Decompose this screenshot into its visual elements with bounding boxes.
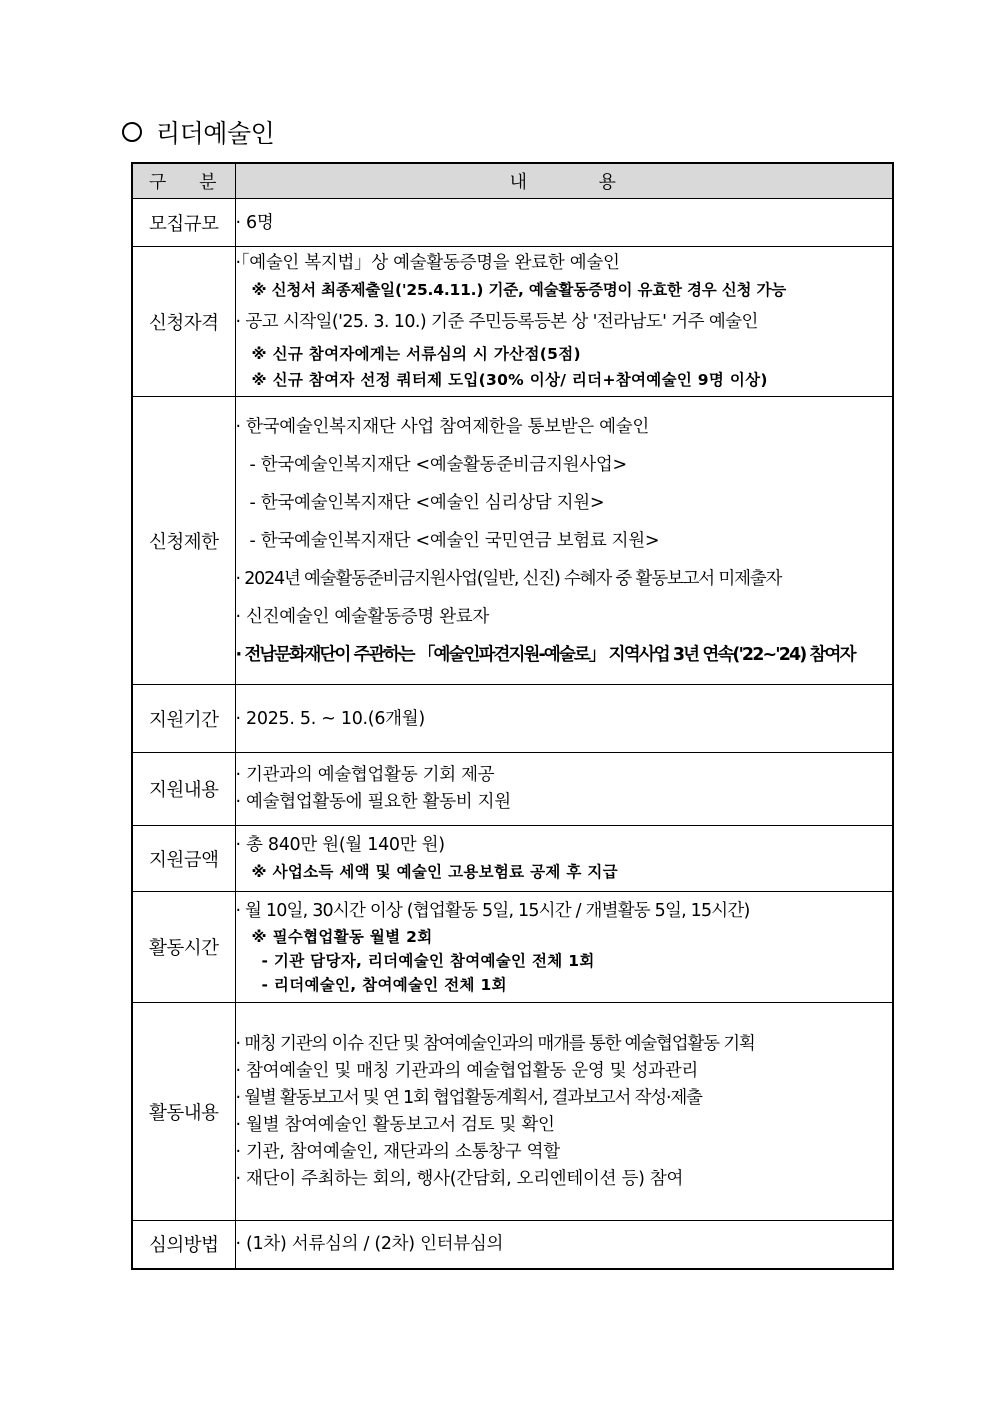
content-line: - 한국예술인복지재단 <예술인 심리상담 지원>	[249, 492, 605, 513]
header-category: 구 분	[132, 163, 235, 199]
content-line: · 예술협업활동에 필요한 활동비 지원	[235, 792, 511, 812]
table-row	[132, 892, 893, 1003]
table-row	[132, 685, 893, 753]
row-label: 지원기간	[132, 685, 235, 753]
note-line: ※ 신청서 최종제출일('25.4.11.) 기준, 예술활동증명이 유효한 경우 신청 가능	[251, 281, 787, 299]
row-label: 활동시간	[132, 892, 235, 1003]
note-line: ※ 신규 참여자에게는 서류심의 시 가산점(5점)	[251, 345, 581, 363]
row-content	[235, 753, 893, 826]
content-line: · 전남문화재단이 주관하는 「예술인파견지원-예술로」 지역사업 3년 연속('22~'24) 참여자	[235, 644, 855, 665]
row-label: 지원금액	[132, 826, 235, 892]
content-line: · 참여예술인 및 매칭 기관과의 예술협업활동 운영 및 성과관리	[235, 1060, 698, 1081]
content-line: ·「예술인 복지법」상 예술활동증명을 완료한 예술인	[235, 253, 620, 273]
row-content	[235, 1003, 893, 1221]
content-line: · 기관과의 예술협업활동 기회 제공	[235, 765, 495, 785]
row-content	[235, 199, 893, 247]
row-content	[235, 247, 893, 397]
content-line: · 2025. 5. ~ 10.(6개월)	[235, 708, 425, 729]
content-line: · 매칭 기관의 이슈 진단 및 참여예술인과의 매개를 통한 예술협업활동 기획	[235, 1033, 755, 1054]
note-line: ※ 사업소득 세액 및 예술인 고용보험료 공제 후 지급	[251, 863, 618, 881]
table-row	[132, 199, 893, 247]
row-label: 활동내용	[132, 1003, 235, 1221]
content-line: · 총 840만 원(월 140만 원)	[235, 835, 445, 855]
content-line: · 기관, 참여예술인, 재단과의 소통창구 역할	[235, 1141, 560, 1162]
row-label: 신청자격	[132, 247, 235, 397]
table-row	[132, 1221, 893, 1269]
content-line: - 한국예술인복지재단 <예술활동준비금지원사업>	[249, 454, 627, 475]
content-line: · 월별 활동보고서 및 연 1회 협업활동계획서, 결과보고서 작성·제출	[235, 1087, 702, 1108]
content-line: · (1차) 서류심의 / (2차) 인터뷰심의	[235, 1234, 504, 1255]
row-content	[235, 826, 893, 892]
table-row	[132, 247, 893, 397]
content-line: · 월 10일, 30시간 이상 (협업활동 5일, 15시간 / 개별활동 5일, 15시간)	[235, 900, 750, 921]
content-line: - 한국예술인복지재단 <예술인 국민연금 보험료 지원>	[249, 530, 660, 551]
info-table	[131, 162, 894, 1270]
row-content	[235, 1221, 893, 1269]
row-label: 신청제한	[132, 397, 235, 685]
note-line: - 기관 담당자, 리더예술인 참여예술인 전체 1회	[261, 951, 595, 970]
table-header-row	[132, 163, 893, 199]
row-content	[235, 892, 893, 1003]
row-label: 모집규모	[132, 199, 235, 247]
content-line: · 공고 시작일('25. 3. 10.) 기준 주민등록등본 상 '전라남도' 거주 예술인	[235, 312, 758, 332]
note-line: - 리더예술인, 참여예술인 전체 1회	[261, 975, 507, 994]
content-line: · 한국예술인복지재단 사업 참여제한을 통보받은 예술인	[235, 416, 649, 437]
row-content	[235, 397, 893, 685]
section-title-text: 리더예술인	[156, 119, 275, 148]
content-line: · 6명	[235, 212, 274, 233]
content-line: · 재단이 주최하는 회의, 행사(간담회, 오리엔테이션 등) 참여	[235, 1168, 684, 1189]
table-row	[132, 826, 893, 892]
table-row	[132, 397, 893, 685]
content-line: · 월별 참여예술인 활동보고서 검토 및 확인	[235, 1114, 555, 1135]
header-content: 내 용	[235, 163, 893, 199]
content-line: · 2024년 예술활동준비금지원사업(일반, 신진) 수혜자 중 활동보고서 미제출자	[235, 568, 782, 589]
note-line: ※ 필수협업활동 월별 2회	[251, 927, 433, 946]
row-label: 심의방법	[132, 1221, 235, 1269]
content-line: · 신진예술인 예술활동증명 완료자	[235, 606, 490, 627]
row-label: 지원내용	[132, 753, 235, 826]
table-row	[132, 1003, 893, 1221]
row-content	[235, 685, 893, 753]
section-title	[122, 112, 274, 152]
table-row	[132, 753, 893, 826]
note-line: ※ 신규 참여자 선정 쿼터제 도입(30% 이상/ 리더+참여예술인 9명 이상)	[251, 371, 768, 389]
circle-bullet-icon	[122, 122, 142, 142]
